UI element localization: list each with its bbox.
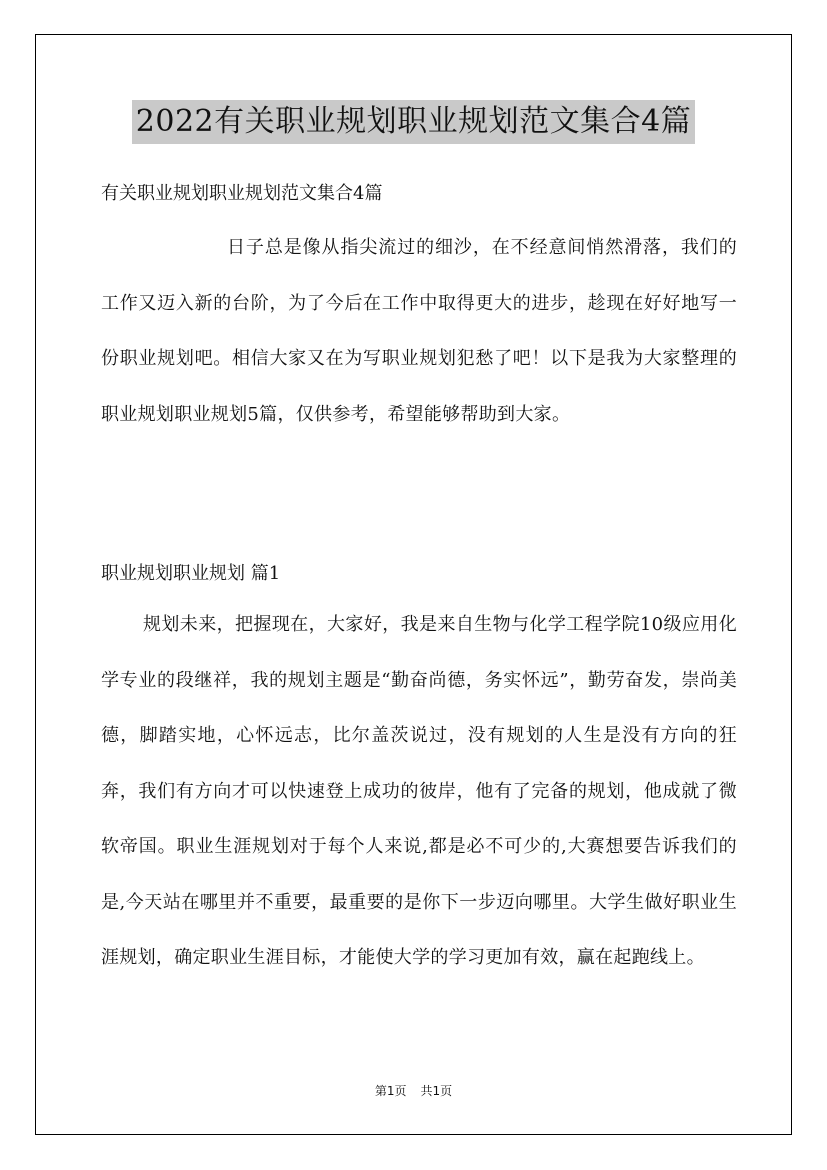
document-subtitle: 有关职业规划职业规划范文集合4篇	[101, 183, 383, 204]
section-paragraph: 规划未来，把握现在，大家好，我是来自生物与化学工程学院10级应用化学专业的段继祥，我的规划主题是“勤奋尚德，务实怀远”，勤劳奋发，崇尚美德，脚踏实地，心怀远志，比尔盖茨说过，没有规划的人生是没有方向的狂奔，我们有方向才可以快速登上成功的彼岸，他有了完备的规划，他成就了微软帝国。职业生涯规划对于每个人来说,都是必不可少的,大赛想要告诉我们的是,今天站在哪里并不重要，最重要的是你下一步迈向哪里。大学生做好职业生涯规划，确定职业生涯目标，才能使大学的学习更加有效，赢在起跑线上。	[101, 614, 737, 968]
title-container	[0, 100, 827, 144]
intro-paragraph: 日子总是像从指尖流过的细沙，在不经意间悄然滑落，我们的工作又迈入新的台阶，为了今后在工作中取得更大的进步，趁现在好好地写一份职业规划吧。相信大家又在为写职业规划犯愁了吧！以下是我为大家整理的职业规划职业规划5篇，仅供参考，希望能够帮助到大家。	[101, 237, 737, 425]
section-heading: 职业规划职业规划 篇1	[101, 563, 281, 584]
page-footer	[0, 1083, 827, 1099]
page-number-current: 第1页	[374, 1084, 407, 1098]
document-title: 2022有关职业规划职业规划范文集合4篇	[132, 100, 695, 144]
page-number-total: 共1页	[420, 1084, 453, 1098]
